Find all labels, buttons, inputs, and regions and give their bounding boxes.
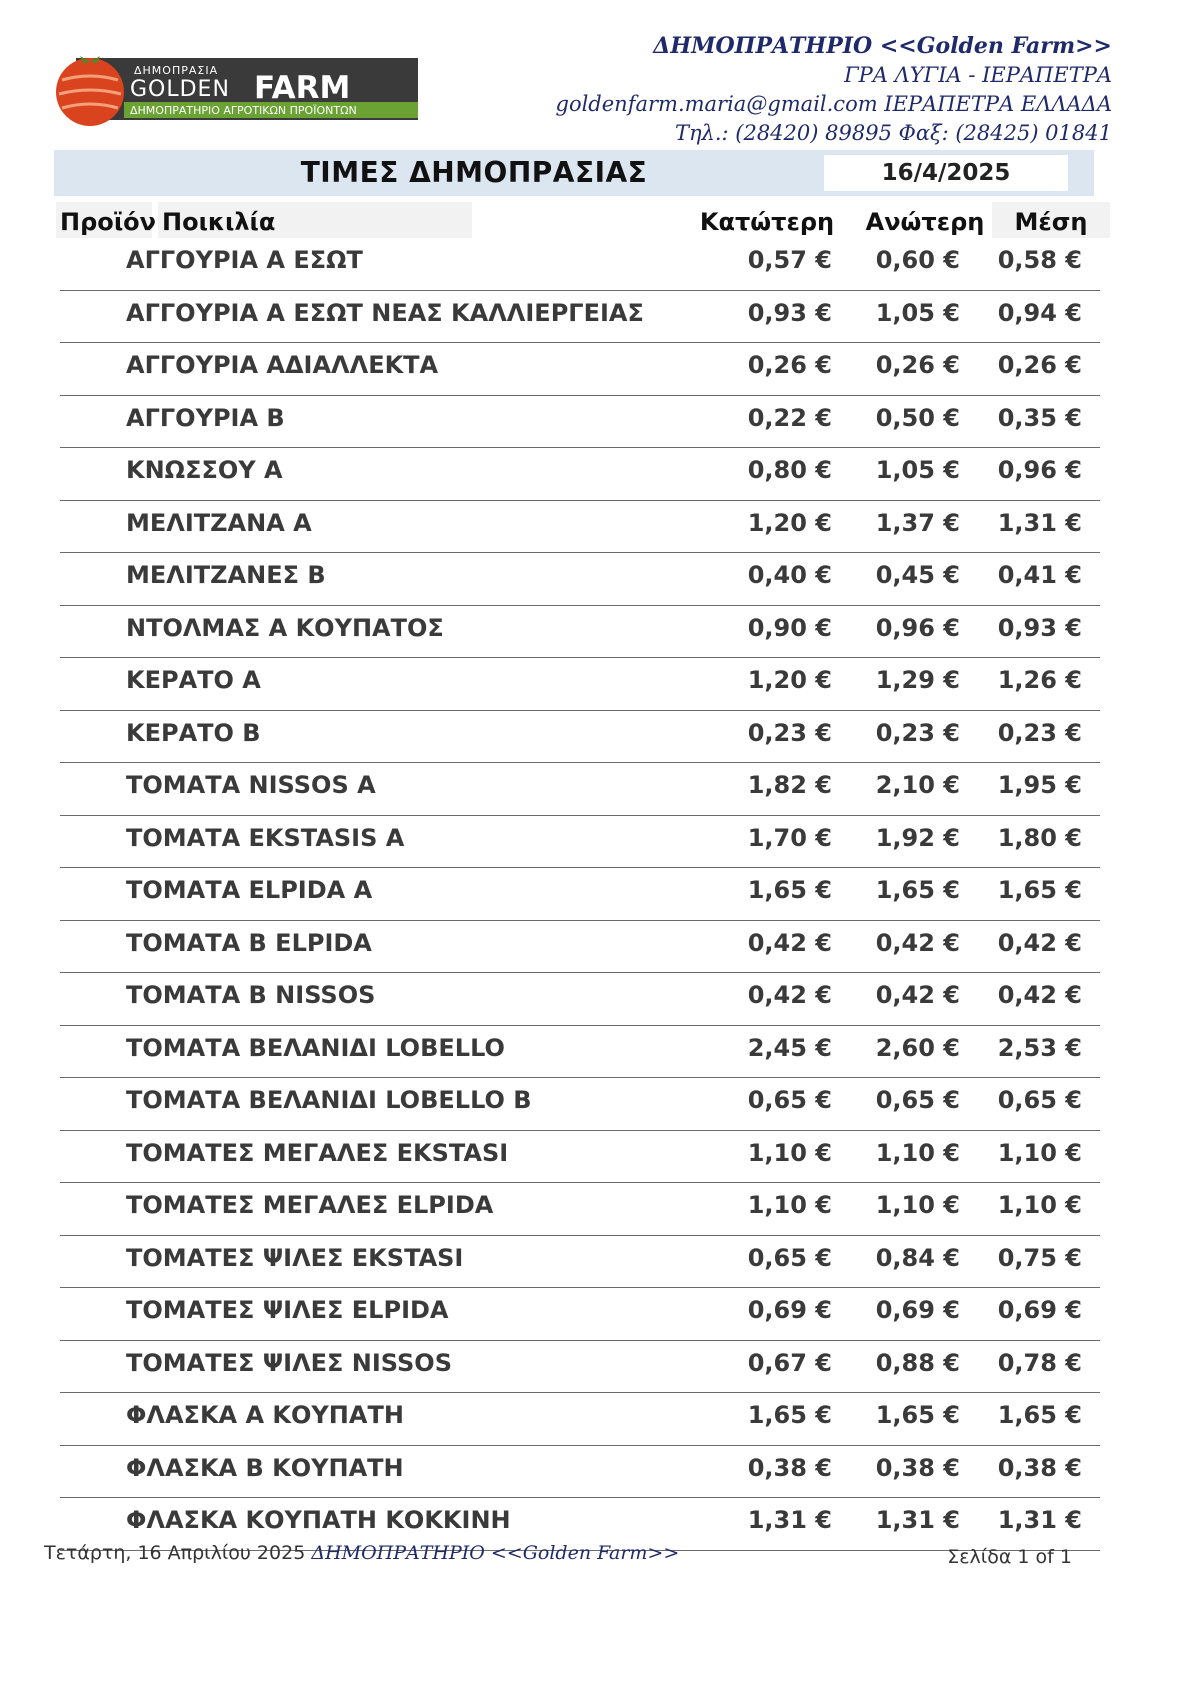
low-price-cell: 0,67 € [747,1348,832,1377]
avg-price-cell: 1,65 € [997,1401,1082,1429]
avg-price-cell: 1,95 € [997,771,1082,799]
auction-date: 16/4/2025 [824,155,1068,191]
variety-cell: ΤΟΜΑΤΑ NISSOS Α [126,771,376,799]
table-header [54,202,1104,240]
high-price-cell: 1,65 € [875,876,960,904]
table-row [60,396,1100,449]
variety-cell: ΚΝΩΣΣΟΥ Α [126,456,283,484]
high-price-cell: 1,05 € [875,298,960,327]
low-price-cell: 0,65 € [747,1243,832,1272]
variety-cell: ΜΕΛΙΤΖΑΝΑ Α [126,508,312,537]
table-row [60,606,1100,659]
svg-text:FARM: FARM [254,70,351,106]
table-row [60,1131,1100,1184]
low-price-cell: 0,90 € [747,613,832,642]
high-price-cell: 1,10 € [875,1191,960,1219]
avg-price-cell: 0,26 € [997,351,1082,379]
high-price-cell: 0,50 € [875,403,960,432]
high-price-cell: 0,60 € [875,246,960,274]
low-price-cell: 1,20 € [747,666,832,694]
low-price-cell: 1,31 € [747,1506,832,1534]
low-price-cell: 0,69 € [747,1296,832,1324]
table-row [60,1026,1100,1079]
low-price-cell: 0,40 € [747,561,832,589]
variety-cell: ΑΓΓΟΥΡΙΑ Α ΕΣΩΤ [126,246,363,274]
avg-price-cell: 1,10 € [997,1191,1082,1219]
high-price-cell: 1,92 € [875,823,960,852]
high-price-cell: 1,37 € [875,508,960,537]
low-price-cell: 0,22 € [747,403,832,432]
variety-cell: ΤΟΜΑΤΕΣ ΜΕΓΑΛΕΣ ELPIDA [126,1191,494,1219]
table-row [60,816,1100,869]
high-price-cell: 0,84 € [875,1243,960,1272]
high-price-cell: 0,23 € [875,718,960,747]
column-header-avg: Μέση [992,202,1110,238]
company-name: ΔΗΜΟΠΡΑΤΗΡΙΟ <<Golden Farm>> [653,33,1112,59]
column-header-product: Προϊόν [56,202,152,238]
avg-price-cell: 0,69 € [997,1296,1082,1324]
variety-cell: ΤΟΜΑΤΑ ΒΕΛΑΝΙΔΙ LOBELLO Β [126,1086,532,1114]
company-info [556,32,1113,148]
low-price-cell: 1,65 € [747,1401,832,1429]
table-row [60,238,1100,291]
high-price-cell: 0,88 € [875,1348,960,1377]
avg-price-cell: 2,53 € [997,1033,1082,1062]
high-price-cell: 1,10 € [875,1138,960,1167]
variety-cell: ΑΓΓΟΥΡΙΑ ΑΔΙΑΛΛΕΚΤΑ [126,351,439,379]
avg-price-cell: 1,31 € [997,508,1082,537]
variety-cell: ΜΕΛΙΤΖΑΝΕΣ Β [126,561,326,589]
table-row [60,501,1100,554]
low-price-cell: 0,38 € [747,1453,832,1482]
table-row [60,1078,1100,1131]
variety-cell: ΤΟΜΑΤΑ ΒΕΛΑΝΙΔΙ LOBELLO [126,1033,505,1062]
high-price-cell: 0,26 € [875,351,960,379]
table-row [60,711,1100,764]
high-price-cell: 1,29 € [875,666,960,694]
column-header-low: Κατώτερη [692,202,842,238]
low-price-cell: 1,10 € [747,1191,832,1219]
low-price-cell: 0,93 € [747,298,832,327]
high-price-cell: 0,45 € [875,561,960,589]
variety-cell: ΦΛΑΣΚΑ Β ΚΟΥΠΑΤΗ [126,1453,404,1482]
avg-price-cell: 0,93 € [997,613,1082,642]
low-price-cell: 0,80 € [747,456,832,484]
high-price-cell: 0,96 € [875,613,960,642]
avg-price-cell: 0,58 € [997,246,1082,274]
table-row [60,448,1100,501]
low-price-cell: 0,65 € [747,1086,832,1114]
title-bar [54,150,1094,196]
table-row [60,291,1100,344]
avg-price-cell: 1,26 € [997,666,1082,694]
table-row [60,921,1100,974]
high-price-cell: 0,42 € [875,981,960,1009]
company-phones: Τηλ.: (28420) 89895 Φαξ: (28425) 01841 [674,121,1112,145]
avg-price-cell: 0,96 € [997,456,1082,484]
low-price-cell: 1,65 € [747,876,832,904]
svg-text:ΔΗΜΟΠΡΑΤΗΡΙΟ ΑΓΡΟΤΙΚΩΝ ΠΡΟΪΟΝΤ: ΔΗΜΟΠΡΑΤΗΡΙΟ ΑΓΡΟΤΙΚΩΝ ΠΡΟΪΟΝΤΩΝ [130,104,357,117]
table-row [60,1393,1100,1446]
low-price-cell: 0,42 € [747,981,832,1009]
high-price-cell: 1,31 € [875,1506,960,1534]
low-price-cell: 1,20 € [747,508,832,537]
variety-cell: ΝΤΟΛΜΑΣ Α ΚΟΥΠΑΤΟΣ [126,613,444,642]
golden-farm-logo [54,50,420,128]
high-price-cell: 2,60 € [875,1033,960,1062]
high-price-cell: 2,10 € [875,771,960,799]
table-row [60,1183,1100,1236]
low-price-cell: 2,45 € [747,1033,832,1062]
table-row [60,658,1100,711]
footer-company-name: ΔΗΜΟΠΡΑΤΗΡΙΟ <<Golden Farm>> [311,1542,680,1564]
high-price-cell: 0,65 € [875,1086,960,1114]
variety-cell: ΤΟΜΑΤΕΣ ΜΕΓΑΛΕΣ EKSTASI [126,1138,509,1167]
high-price-cell: 0,69 € [875,1296,960,1324]
table-row [60,973,1100,1026]
avg-price-cell: 1,80 € [997,823,1082,852]
low-price-cell: 0,23 € [747,718,832,747]
column-header-variety: Ποικιλία [158,202,472,238]
avg-price-cell: 1,31 € [997,1506,1082,1534]
avg-price-cell: 0,41 € [997,561,1082,589]
table-row [60,343,1100,396]
variety-cell: ΚΕΡΑΤΟ Α [126,666,261,694]
variety-cell: ΤΟΜΑΤΑ EKSTASIS Α [126,823,405,852]
company-address: ΓΡΑ ΛΥΓΙΑ - ΙΕΡΑΠΕΤΡΑ [844,63,1112,87]
high-price-cell: 1,65 € [875,1401,960,1429]
svg-text:GOLDEN: GOLDEN [130,77,230,102]
low-price-cell: 1,82 € [747,771,832,799]
footer-info [44,1542,679,1564]
variety-cell: ΤΟΜΑΤΑ Β NISSOS [126,981,376,1009]
price-table [60,238,1100,1551]
high-price-cell: 0,38 € [875,1453,960,1482]
avg-price-cell: 0,42 € [997,928,1082,957]
avg-price-cell: 0,65 € [997,1086,1082,1114]
low-price-cell: 0,57 € [747,246,832,274]
variety-cell: ΤΟΜΑΤΕΣ ΨΙΛΕΣ NISSOS [126,1348,452,1377]
svg-text:ΔΗΜΟΠΡΑΣΙΑ: ΔΗΜΟΠΡΑΣΙΑ [134,64,219,77]
page-title: ΤΙΜΕΣ ΔΗΜΟΠΡΑΣΙΑΣ [300,156,648,189]
variety-cell: ΚΕΡΑΤΟ Β [126,718,261,747]
variety-cell: ΤΟΜΑΤΑ Β ELPIDA [126,928,372,957]
table-row [60,1341,1100,1394]
page-number: Σελίδα 1 of 1 [947,1546,1072,1568]
avg-price-cell: 1,10 € [997,1138,1082,1167]
avg-price-cell: 0,78 € [997,1348,1082,1377]
table-row [60,1236,1100,1289]
high-price-cell: 1,05 € [875,456,960,484]
high-price-cell: 0,42 € [875,928,960,957]
table-row [60,1446,1100,1499]
variety-cell: ΤΟΜΑΤΑ ELPIDA Α [126,876,373,904]
low-price-cell: 1,10 € [747,1138,832,1167]
avg-price-cell: 0,42 € [997,981,1082,1009]
low-price-cell: 0,42 € [747,928,832,957]
low-price-cell: 1,70 € [747,823,832,852]
variety-cell: ΤΟΜΑΤΕΣ ΨΙΛΕΣ ELPIDA [126,1296,449,1324]
variety-cell: ΤΟΜΑΤΕΣ ΨΙΛΕΣ EKSTASI [126,1243,464,1272]
avg-price-cell: 0,94 € [997,298,1082,327]
footer-date: Τετάρτη, 16 Απριλίου 2025 [44,1542,306,1564]
avg-price-cell: 1,65 € [997,876,1082,904]
table-row [60,763,1100,816]
avg-price-cell: 0,35 € [997,403,1082,432]
table-row [60,868,1100,921]
column-header-high: Ανώτερη [850,202,1000,238]
variety-cell: ΑΓΓΟΥΡΙΑ Β [126,403,285,432]
variety-cell: ΦΛΑΣΚΑ ΚΟΥΠΑΤΗ ΚΟΚΚΙΝΗ [126,1506,511,1534]
avg-price-cell: 0,38 € [997,1453,1082,1482]
variety-cell: ΦΛΑΣΚΑ Α ΚΟΥΠΑΤΗ [126,1401,404,1429]
table-row [60,553,1100,606]
variety-cell: ΑΓΓΟΥΡΙΑ Α ΕΣΩΤ ΝΕΑΣ ΚΑΛΛΙΕΡΓΕΙΑΣ [126,298,644,327]
avg-price-cell: 0,75 € [997,1243,1082,1272]
company-email-city: goldenfarm.maria@gmail.com ΙΕΡΑΠΕΤΡΑ ΕΛΛΑΔΑ [555,92,1112,116]
avg-price-cell: 0,23 € [997,718,1082,747]
table-row [60,1288,1100,1341]
low-price-cell: 0,26 € [747,351,832,379]
